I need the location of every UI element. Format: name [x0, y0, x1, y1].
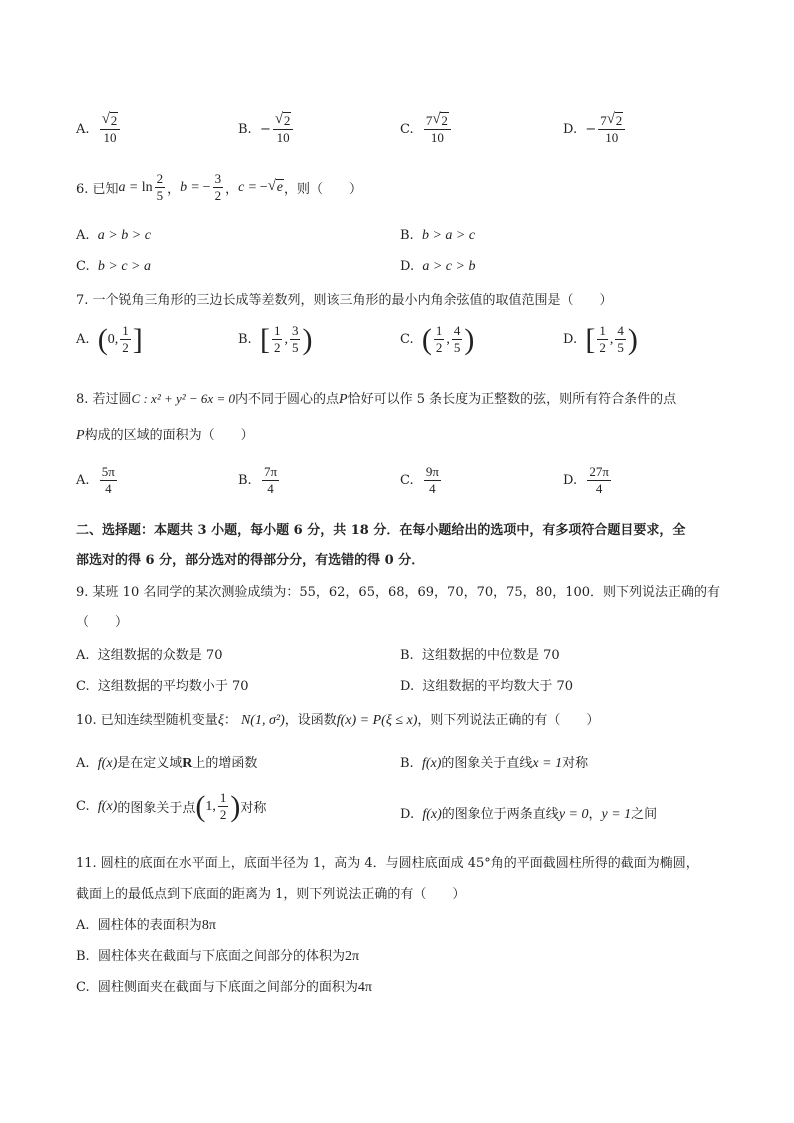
text-fragment: 2 — [441, 113, 448, 128]
text-fragment: b > c > a — [97, 259, 151, 274]
text-fragment: 这组数据的平均数小于 70 — [97, 679, 249, 694]
text-fragment — [607, 114, 624, 128]
text-fragment: 2 — [435, 340, 443, 355]
text-fragment: 10 — [430, 130, 444, 145]
q7-option-b[interactable] — [238, 324, 312, 355]
text-fragment: 7 — [425, 113, 433, 128]
text-fragment: 2 — [273, 340, 281, 355]
text-fragment: 5 — [617, 340, 624, 355]
text-fragment: 3 — [214, 171, 222, 186]
text-fragment: c — [238, 179, 245, 195]
text-fragment: = − — [248, 179, 268, 195]
text-fragment: ] — [132, 322, 143, 356]
text-fragment: 2 — [283, 113, 291, 128]
text-fragment: ) — [627, 322, 638, 356]
fraction — [100, 114, 121, 145]
text-fragment: 5 — [156, 188, 164, 203]
text-fragment: 圆柱体夹在截面与下底面之间部分的体积为 — [97, 949, 345, 964]
text-fragment: 这组数据的平均数大于 70 — [422, 679, 574, 694]
text-fragment: 6. 已知 — [76, 182, 119, 197]
text-fragment: 10 — [276, 130, 290, 145]
text-fragment — [76, 172, 362, 203]
text-fragment — [273, 114, 294, 130]
q10-option-a[interactable] — [76, 752, 257, 772]
text-fragment: 1 — [273, 323, 281, 338]
text-fragment: P — [76, 428, 85, 443]
q6-option-c[interactable] — [76, 259, 151, 275]
text-fragment: , — [609, 331, 614, 347]
q11-stem-line2: 截面上的最低点到下底面的距离为 1，则下列说法正确的有（ ） — [76, 887, 466, 902]
text-fragment: A. — [76, 228, 90, 243]
text-fragment: 5 — [291, 340, 299, 355]
text-fragment: 2 — [219, 807, 227, 822]
text-fragment: 1 — [599, 323, 606, 338]
text-fragment — [76, 709, 599, 729]
text-fragment: , — [284, 331, 288, 347]
text-fragment: C : x² + y² − 6x = 0 — [131, 391, 235, 406]
q7-option-c[interactable] — [400, 324, 474, 355]
text-fragment: x = 1 — [532, 756, 563, 771]
text-fragment — [262, 465, 279, 496]
text-fragment: 4 — [429, 481, 436, 496]
text-fragment: ，则（ ） — [283, 182, 362, 197]
text-fragment: ： — [223, 713, 237, 728]
q8-option-b[interactable] — [238, 465, 281, 496]
text-fragment: 对称 — [240, 801, 267, 816]
text-fragment: C. — [76, 259, 90, 274]
text-fragment: 2 — [599, 340, 606, 355]
text-fragment: C. — [76, 679, 90, 694]
q11-option-b[interactable] — [76, 945, 359, 965]
text-fragment: ( — [421, 322, 432, 356]
text-fragment: C. — [400, 122, 414, 137]
text-fragment: 的图象位于两条直线 — [441, 807, 559, 822]
q6-option-d[interactable] — [400, 259, 475, 275]
text-fragment: 7 — [600, 113, 607, 128]
text-fragment: 的图象关于点 — [117, 801, 196, 816]
text-fragment: 5 — [453, 340, 461, 355]
text-fragment: B. — [238, 473, 252, 488]
text-fragment — [424, 465, 441, 496]
q9-option-a[interactable] — [76, 644, 222, 663]
text-fragment: B. — [238, 122, 252, 137]
text-fragment: 4 — [105, 481, 112, 496]
q5-option-b[interactable] — [238, 114, 295, 145]
text-fragment: f(x) — [422, 807, 442, 822]
text-fragment: = — [129, 179, 138, 195]
text-fragment: D. — [563, 332, 578, 347]
text-fragment — [100, 465, 117, 496]
text-fragment — [290, 324, 301, 355]
q7-option-a[interactable] — [76, 324, 143, 355]
text-fragment: 5π — [101, 464, 115, 479]
fraction — [155, 172, 166, 203]
text-fragment: 4 — [453, 323, 461, 338]
text-fragment: 10 — [103, 130, 117, 145]
text-fragment: f(x) = P(ξ ≤ x) — [336, 713, 418, 728]
text-fragment — [587, 465, 611, 496]
section-heading: 二、选择题：本题共 3 小题，每小题 6 分，共 18 分．在每小题给出的选项中，有多项符合题目要求，全 — [76, 523, 686, 538]
text-fragment: e — [276, 179, 283, 195]
text-fragment: A. — [76, 918, 90, 933]
text-fragment: 是在定义域 — [117, 756, 183, 771]
text-fragment: ，则下列说法正确的有（ ） — [417, 713, 600, 728]
q9-answer-paren: （ ） — [76, 615, 129, 630]
text-fragment: a > c > b — [422, 259, 476, 274]
text-fragment — [432, 114, 449, 128]
text-fragment — [218, 791, 229, 822]
text-fragment: 4 — [617, 323, 624, 338]
text-fragment: D. — [563, 122, 578, 137]
text-fragment — [598, 114, 625, 130]
text-fragment: 这组数据的众数是 70 — [97, 648, 223, 663]
text-fragment: ， — [225, 182, 239, 197]
text-fragment: f(x) — [97, 756, 118, 771]
fraction — [424, 114, 451, 145]
text-fragment: − — [259, 122, 271, 137]
text-fragment: C. — [400, 332, 414, 347]
q11-option-c[interactable] — [76, 976, 372, 996]
text-fragment: a — [118, 179, 126, 195]
text-fragment: 1, — [205, 798, 216, 814]
text-fragment: 1 — [435, 323, 443, 338]
text-fragment: 2 — [122, 340, 129, 355]
text-fragment: [ — [585, 322, 596, 356]
text-fragment: B. — [76, 949, 90, 964]
q8-option-c[interactable] — [400, 465, 443, 496]
text-fragment: ， — [588, 807, 602, 822]
text-fragment: ) — [230, 789, 241, 823]
text-fragment: 构成的区域的面积为（ ） — [84, 428, 254, 443]
q9-stem: 9. 某班 10 名同学的某次测验成绩为：55，62，65，68，69，70，70，75，80，100．则下列说法正确的有 — [76, 585, 721, 600]
text-fragment: b — [180, 179, 188, 195]
text-fragment — [120, 324, 131, 355]
text-fragment: 2π — [344, 949, 360, 964]
q5-option-c[interactable] — [400, 114, 453, 145]
text-fragment: 的图象关于直线 — [441, 756, 533, 771]
text-fragment: A. — [76, 122, 90, 137]
text-fragment: 1 — [122, 323, 129, 338]
text-fragment: ) — [464, 322, 475, 356]
q9-option-b[interactable] — [400, 644, 560, 663]
text-fragment: 这组数据的中位数是 70 — [421, 648, 560, 663]
text-fragment: 圆柱体的表面积为 — [97, 918, 202, 933]
q7-option-d[interactable] — [563, 324, 638, 355]
text-fragment: D. — [400, 259, 415, 274]
q10-option-c[interactable] — [76, 791, 266, 822]
text-fragment: b > a > c — [421, 228, 476, 243]
q10-option-d[interactable] — [400, 803, 657, 823]
text-fragment: ，设函数 — [284, 713, 337, 728]
text-fragment: , — [114, 331, 119, 347]
text-fragment: 2 — [615, 113, 623, 128]
text-fragment: D. — [400, 679, 415, 694]
text-fragment: A. — [76, 756, 90, 771]
q5-option-d[interactable] — [563, 114, 627, 145]
text-fragment — [102, 114, 119, 128]
text-fragment: 4 — [595, 481, 603, 496]
q11-stem: 11. 圆柱的底面在水平面上，底面半径为 1，高为 4．与圆柱底面成 45°角的平面截圆柱所得的截面为椭圆， — [76, 856, 699, 871]
q6-option-b[interactable] — [400, 228, 475, 244]
text-fragment: ln — [141, 179, 153, 195]
text-fragment: 之间 — [631, 807, 658, 822]
text-fragment: 2 — [110, 113, 118, 128]
q8-option-d[interactable] — [563, 465, 613, 496]
text-fragment: 9π — [425, 464, 439, 479]
text-fragment: C. — [76, 980, 90, 995]
text-fragment: 10 — [605, 130, 619, 145]
text-fragment: 恰好可以作 5 条长度为正整数的弦，则所有符合条件的点 — [347, 392, 677, 407]
text-fragment — [597, 324, 608, 355]
text-fragment: 10. 已知连续型随机变量 — [76, 713, 218, 728]
text-fragment: 0 — [107, 331, 115, 347]
text-fragment: 上的增函数 — [192, 756, 258, 771]
text-fragment: B. — [400, 228, 414, 243]
text-fragment: ξ — [217, 713, 224, 728]
text-fragment: 1 — [219, 790, 227, 805]
q10-option-b[interactable] — [400, 752, 588, 772]
text-fragment: P — [339, 392, 348, 407]
fraction — [213, 172, 224, 203]
text-fragment: − — [585, 122, 597, 137]
text-fragment: y = 0 — [558, 807, 589, 822]
text-fragment: R — [182, 756, 193, 771]
text-fragment: = − — [191, 179, 211, 195]
text-fragment — [100, 114, 121, 130]
text-fragment: ( — [195, 789, 206, 823]
q5-option-a[interactable] — [76, 114, 122, 145]
text-fragment: A. — [76, 648, 90, 663]
text-fragment: f(x) — [421, 756, 442, 771]
text-fragment: , — [446, 331, 450, 347]
text-fragment — [76, 388, 676, 408]
text-fragment: C. — [76, 799, 90, 814]
text-fragment: D. — [563, 473, 578, 488]
text-fragment: 2 — [214, 188, 222, 203]
text-fragment: ) — [302, 322, 313, 356]
text-fragment: 内不同于圆心的点 — [234, 392, 339, 407]
text-fragment: N(1, σ²) — [240, 713, 285, 728]
text-fragment: 2 — [156, 171, 164, 186]
text-fragment: A. — [76, 473, 90, 488]
text-fragment: 3 — [291, 323, 299, 338]
text-fragment: B. — [400, 648, 414, 663]
q9-option-c[interactable] — [76, 675, 249, 694]
q7-stem: 7. 一个锐角三角形的三边长成等差数列，则该三角形的最小内角余弦值的取值范围是（ ） — [76, 293, 613, 308]
text-fragment: a > b > c — [97, 228, 151, 243]
text-fragment: A. — [76, 332, 90, 347]
text-fragment: ， — [167, 182, 181, 197]
text-fragment: y = 1 — [601, 807, 632, 822]
text-fragment: [ — [259, 322, 270, 356]
section-heading-line2: 部选对的得 6 分，部分选对的得部分分，有选错的得 0 分． — [76, 553, 425, 568]
text-fragment — [275, 114, 292, 128]
q9-option-d[interactable] — [400, 675, 573, 694]
text-fragment: 8π — [201, 918, 216, 933]
text-fragment: 8. 若过圆 — [76, 392, 132, 407]
q11-option-a[interactable] — [76, 914, 216, 934]
text-fragment: D. — [400, 807, 415, 822]
fraction — [598, 114, 625, 145]
q8-option-a[interactable] — [76, 465, 119, 496]
text-fragment: ( — [97, 322, 108, 356]
text-fragment: 对称 — [562, 756, 589, 771]
text-fragment: 4π — [357, 980, 372, 995]
text-fragment: 27π — [589, 464, 609, 479]
text-fragment: 7π — [263, 464, 278, 479]
text-fragment: 4 — [267, 481, 274, 496]
text-fragment — [434, 324, 445, 355]
sqrt — [268, 180, 284, 196]
text-fragment: C. — [400, 473, 414, 488]
text-fragment — [615, 324, 626, 355]
text-fragment: B. — [400, 756, 414, 771]
text-fragment — [424, 114, 451, 130]
q8-stem-line2 — [76, 424, 254, 444]
fraction — [273, 114, 294, 145]
text-fragment: f(x) — [97, 798, 118, 814]
q6-option-a[interactable] — [76, 228, 151, 244]
text-fragment — [452, 324, 463, 355]
text-fragment — [272, 324, 283, 355]
text-fragment: B. — [238, 332, 252, 347]
text-fragment: 圆柱侧面夹在截面与下底面之间部分的面积为 — [97, 980, 358, 995]
